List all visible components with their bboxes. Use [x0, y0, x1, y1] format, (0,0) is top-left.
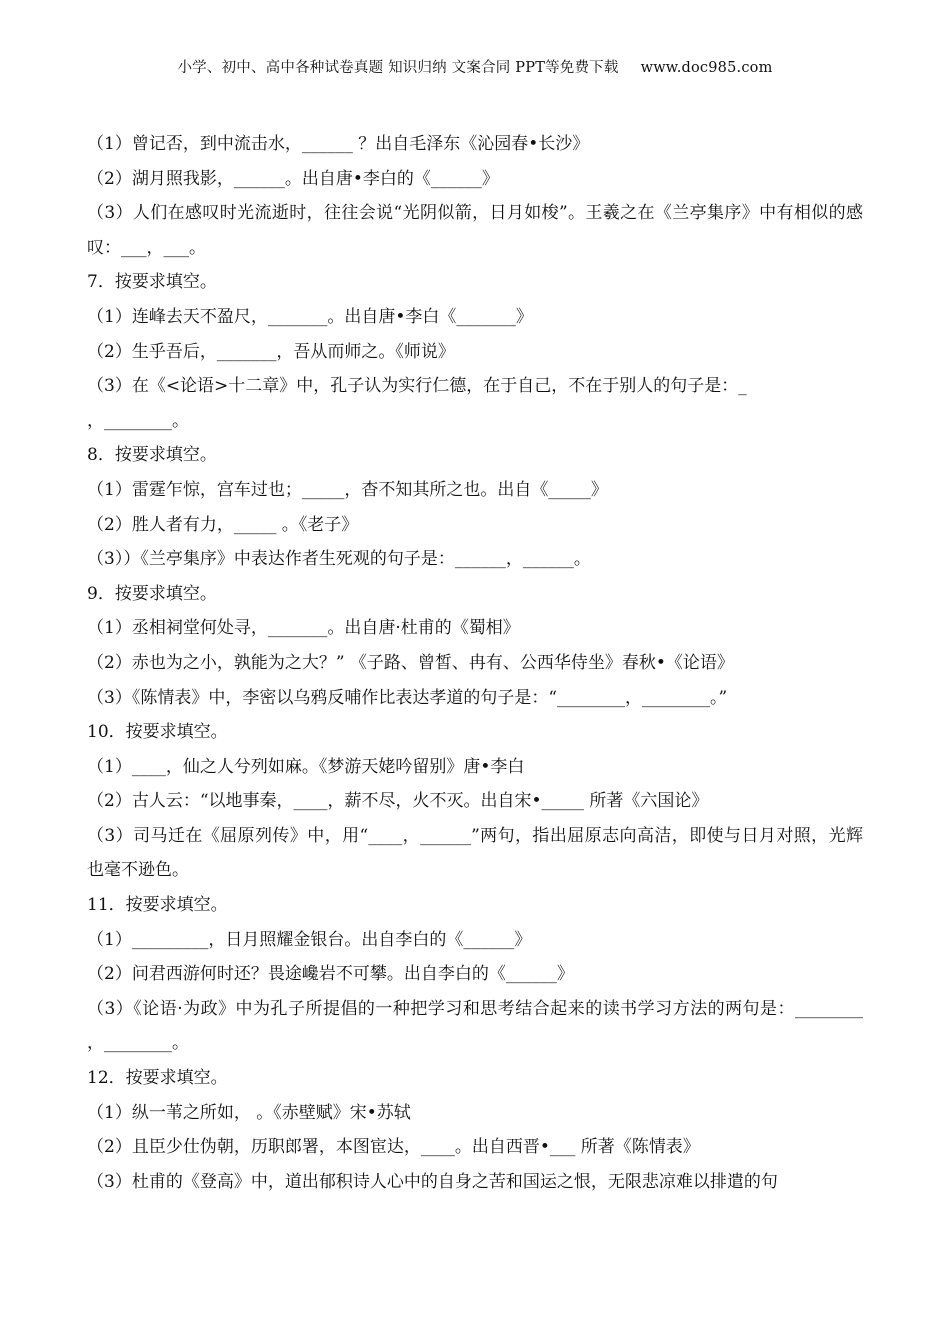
question-item: （2）湖月照我影，______。出自唐•李白的《______》: [87, 168, 499, 189]
question-item: （2）且臣少仕伪朝，历职郎署，本图宦达，____。出自西晋•___ 所著《陈情表》: [87, 1137, 700, 1158]
question-heading: 10．按要求填空。: [87, 722, 228, 743]
question-item: （2）问君西游何时还？畏途巉岩不可攀。出自李白的《______》: [87, 964, 574, 985]
question-item: （1）____，仙之人兮列如麻。《梦游天姥吟留别》唐•李白: [87, 756, 525, 777]
header-url: www.doc985.com: [640, 60, 773, 76]
question-item: （3）司马迁在《屈原列传》中，用“____，______”两句，指出屈原志向高洁，即使与日月对照，光辉也毫不逊色。: [87, 825, 863, 881]
question-item: （1）曾记否，到中流击水，______ ？出自毛泽东《沁园春•长沙》: [87, 134, 590, 154]
header-text: 小学、初中、高中各种试卷真题 知识归纳 文案合同 PPT等免费下载: [177, 60, 619, 76]
question-item: ，________。: [87, 410, 189, 431]
question-item: （3）《论语·为政》中为孔子所提倡的一种把学习和思考结合起来的读书学习方法的两句是：________ ，________。: [87, 998, 863, 1054]
question-item: （3）在《<论语>十二章》中，孔子认为实行仁德，在于自己，不在于别人的句子是：_: [87, 376, 747, 397]
question-item: （1）纵一苇之所如， 。《赤壁赋》宋•苏轼: [87, 1102, 411, 1123]
question-item: （1）雷霆乍惊，宫车过也；_____，杳不知其所之也。出自《_____》: [87, 479, 608, 500]
question-item: （2）赤也为之小，孰能为之大？” 《子路、曾皙、冉有、公西华侍坐》春秋•《论语》: [87, 652, 734, 673]
question-item: （2）生乎吾后，_______，吾从而师之。《师说》: [87, 341, 455, 362]
question-item: （2）胜人者有力，_____ 。《老子》: [87, 514, 359, 535]
question-item: （3）《陈情表》中，李密以乌鸦反哺作比表达孝道的句子是：“________，________。”: [87, 687, 728, 708]
question-item: （3）人们在感叹时光流逝时，往往会说“光阴似箭，日月如梭”。王羲之在《兰亭集序》中有相似的感叹：___，___。: [87, 203, 863, 258]
question-heading: 9．按要求填空。: [87, 583, 217, 604]
question-item: （3）杜甫的《登高》中，道出郁积诗人心中的自身之苦和国运之恨，无限悲凉难以排遣的句: [87, 1171, 778, 1192]
page-header: [0, 56, 950, 77]
question-item: （3））《兰亭集序》中表达作者生死观的句子是：______，______。: [87, 549, 591, 570]
question-item: （1）丞相祠堂何处寻，_______。出自唐·杜甫的《蜀相》: [87, 618, 520, 639]
question-heading: 12．按要求填空。: [87, 1068, 228, 1089]
question-heading: 8．按要求填空。: [87, 445, 217, 466]
question-item: （1）连峰去天不盈尺，_______。出自唐•李白《_______》: [87, 306, 533, 327]
question-heading: 11．按要求填空。: [87, 895, 228, 916]
question-heading: 7．按要求填空。: [87, 272, 217, 293]
document-body: [87, 127, 863, 1199]
question-item: （2）古人云：“以地事秦，____，薪不尽，火不灭。出自宋•_____ 所著《六国论》: [87, 791, 709, 812]
question-item: （1）_________，日月照耀金银台。出自李白的《______》: [87, 929, 532, 950]
